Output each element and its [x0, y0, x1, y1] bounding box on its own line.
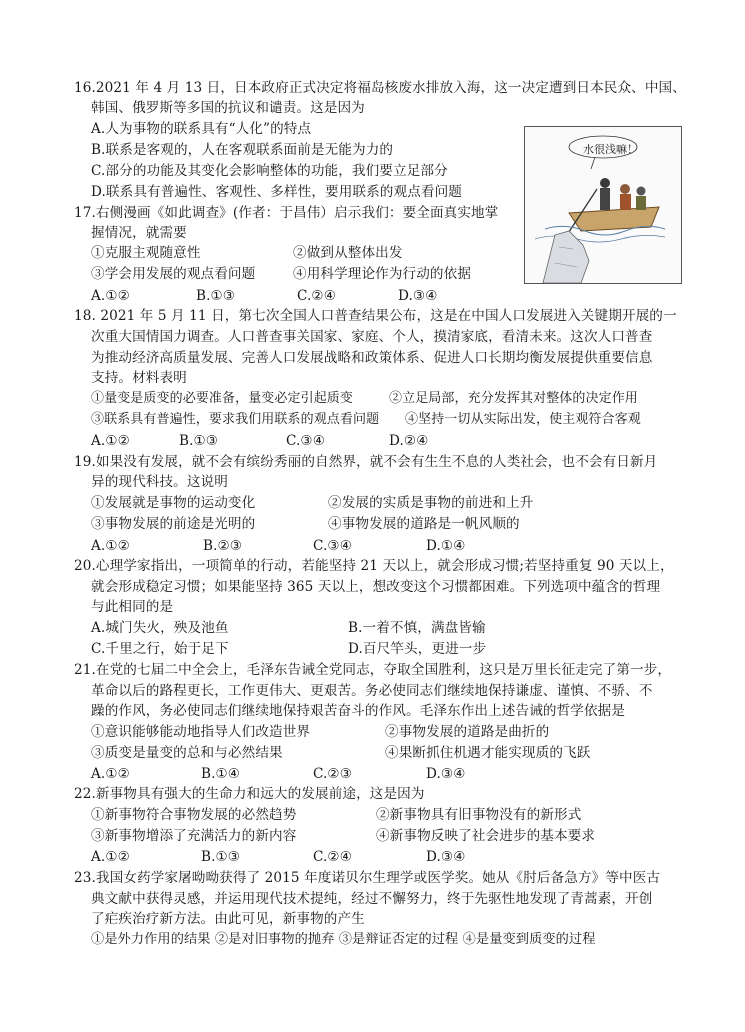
q18-stem-line1: 18. 2021 年 5 月 11 日，第七次全国人口普查结果公布，这是在中国人口发展进入关键期开展的一	[74, 308, 677, 324]
q20-stem-line1: 20.心理学家指出，一项简单的行动，若能坚持 21 天以上，就会形成习惯;若坚持重复 90 天以上，	[74, 558, 674, 574]
q19-statement-1: ①发展就是事物的运动变化	[91, 495, 256, 511]
q19-option-a: A.①②	[91, 538, 130, 554]
q21-statement-4: ④果断抓住机遇才能实现质的飞跃	[385, 745, 591, 761]
cartoon-image	[524, 126, 682, 284]
q21-statement-2: ②事物发展的道路是曲折的	[385, 724, 550, 740]
q18-statement-1: ①量变是质变的必要准备，量变必定引起质变	[91, 391, 354, 406]
q17-option-d: D.③④	[398, 288, 438, 304]
q17-stem-line2: 握情况，就需要	[91, 225, 187, 241]
q22-option-b: B.①③	[201, 849, 241, 865]
q18-option-b: B.①③	[179, 433, 219, 449]
q19-statement-4: ④事物发展的道路是一帆风顺的	[328, 516, 520, 532]
q16-option-b: B.联系是客观的，人在客观联系面前是无能为力的	[91, 142, 394, 158]
q17-option-b: B.①③	[196, 288, 236, 304]
q17-option-a: A.①②	[91, 288, 130, 304]
q16-option-d: D.联系具有普遍性、客观性、多样性，要用联系的观点看问题	[91, 184, 462, 200]
q21-statement-3: ③质变是量变的总和与必然结果	[91, 745, 283, 761]
q20-option-b: B.一着不慎，满盘皆输	[348, 620, 486, 636]
q21-option-a: A.①②	[91, 766, 130, 782]
q16-stem-line1: 16.2021 年 4 月 13 日，日本政府正式决定将福岛核废水排放入海，这一决定遭到日本民众、中国、	[74, 80, 686, 96]
q23-stem-line1: 23.我国女药学家屠呦呦获得了 2015 年度诺贝尔生理学或医学奖。她从《肘后备急方》等中医古	[74, 870, 661, 886]
q21-stem-line3: 躁的作风，务必使同志们继续地保持艰苦奋斗的作风。毛泽东作出上述告诫的哲学依据是	[91, 703, 626, 719]
q21-option-d: D.③④	[426, 766, 466, 782]
q16-option-a: A.人为事物的联系具有“人化”的特点	[91, 121, 312, 137]
q16-stem-line2: 韩国、俄罗斯等多国的抗议和谴责。这是因为	[91, 100, 365, 116]
q22-option-a: A.①②	[91, 849, 130, 865]
q21-stem-line2: 革命以后的路程更长，工作更伟大、更艰苦。务必使同志们继续地保持谦虚、谨慎、不骄、不	[91, 683, 653, 699]
q19-option-d: D.①④	[426, 538, 466, 554]
q22-statement-1: ①新事物符合事物发展的必然趋势	[91, 807, 297, 823]
q18-stem-line2: 次重大国情国力调查。人口普查事关国家、家庭、个人，摸清家底，看清未来。这次人口普查	[91, 329, 653, 345]
q21-option-c: C.②③	[313, 766, 353, 782]
q19-statement-2: ②发展的实质是事物的前进和上升	[328, 495, 534, 511]
q21-statement-1: ①意识能够能动地指导人们改造世界	[91, 724, 311, 740]
q21-option-b: B.①④	[201, 766, 241, 782]
q18-option-a: A.①②	[91, 433, 130, 449]
cartoon-drawing	[525, 127, 681, 283]
q20-option-a: A.城门失火，殃及池鱼	[91, 620, 229, 636]
q20-option-d: D.百尺竿头，更进一步	[348, 641, 487, 657]
q20-option-c: C.千里之行，始于足下	[91, 641, 229, 657]
q21-stem-line1: 21.在党的七届二中全会上，毛泽东告诫全党同志，夺取全国胜利，这只是万里长征走完了第一步，	[74, 662, 672, 678]
q18-stem-line4: 支持。材料表明	[91, 370, 187, 386]
q22-option-d: D.③④	[426, 849, 466, 865]
q18-option-c: C.③④	[286, 433, 326, 449]
q22-statement-2: ②新事物具有旧事物没有的新形式	[376, 807, 582, 823]
q16-option-c: C.部分的功能及其变化会影响整体的功能，我们要立足部分	[91, 163, 448, 179]
q17-stem-line1: 17.右侧漫画《如此调查》(作者：于昌伟）启示我们：要全面真实地掌	[74, 205, 499, 221]
q19-option-c: C.③④	[313, 538, 353, 554]
q18-option-d: D.②④	[389, 433, 429, 449]
q18-statement-4: ④坚持一切从实际出发，使主观符合客观	[405, 412, 641, 427]
q18-statement-3: ③联系具有普遍性，要求我们用联系的观点看问题	[91, 412, 380, 427]
q19-option-b: B.②③	[203, 538, 243, 554]
q17-statement-2: ②做到从整体出发	[293, 245, 403, 261]
q19-stem-line2: 异的现代科技。这说明	[91, 474, 228, 490]
q22-option-c: C.②④	[313, 849, 353, 865]
q18-statement-2: ②立足局部，充分发挥其对整体的决定作用	[389, 391, 638, 406]
q20-stem-line3: 与此相同的是	[91, 599, 174, 615]
q17-statement-1: ①克服主观随意性	[91, 245, 201, 261]
q20-stem-line2: 就会形成稳定习惯；如果能坚持 365 天以上，想改变这个习惯都困难。下列选项中蕴含的哲理	[91, 579, 661, 595]
q23-stem-line3: 了疟疾治疗新方法。由此可见，新事物的产生	[91, 911, 365, 927]
q23-stem-line2: 典文献中获得灵感，并运用现代技术提纯，经过不懈努力，终于先驱性地发现了青蒿素，开创	[91, 891, 653, 907]
cartoon-caption: 水很浅嘛！	[583, 143, 638, 156]
q22-statement-3: ③新事物增添了充满活力的新内容	[91, 828, 297, 844]
q19-stem-line1: 19.如果没有发展，就不会有缤纷秀丽的自然界，就不会有生生不息的人类社会，也不会有日新月	[74, 454, 658, 470]
q18-stem-line3: 为推动经济高质量发展、完善人口发展战略和政策体系、促进人口长期均衡发展提供重要信息	[91, 350, 653, 366]
q22-stem-line1: 22.新事物具有强大的生命力和远大的发展前途，这是因为	[74, 786, 425, 802]
q17-option-c: C.②④	[297, 288, 337, 304]
q22-statement-4: ④新事物反映了社会进步的基本要求	[376, 828, 596, 844]
q17-statement-3: ③学会用发展的观点看问题	[91, 266, 256, 282]
q17-statement-4: ④用科学理论作为行动的依据	[293, 266, 472, 282]
q19-statement-3: ③事物发展的前途是光明的	[91, 516, 256, 532]
q23-statements: ①是外力作用的结果 ②是对旧事物的抛弃 ③是辩证否定的过程 ④是量变到质变的过程	[91, 932, 596, 947]
